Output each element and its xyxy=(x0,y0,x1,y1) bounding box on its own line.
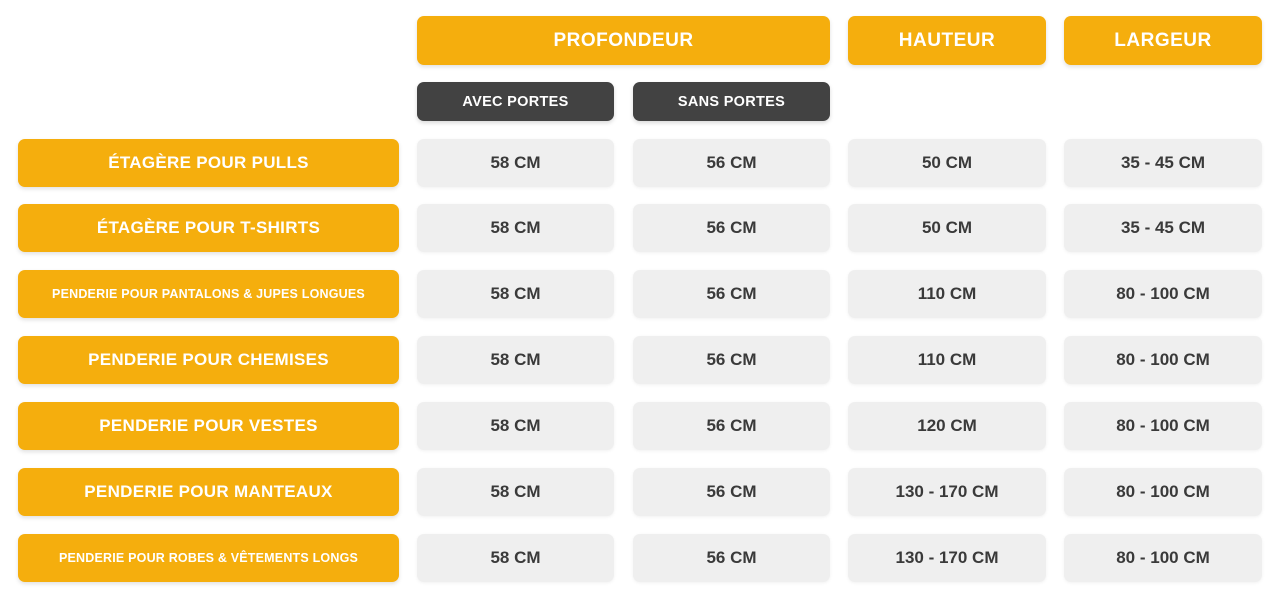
cell-avec-portes: 58 CM xyxy=(417,270,614,318)
cell-hauteur: 110 CM xyxy=(848,270,1046,318)
cell-avec-portes: 58 CM xyxy=(417,402,614,450)
cell-hauteur: 130 - 170 CM xyxy=(848,468,1046,516)
cell-largeur: 80 - 100 CM xyxy=(1064,534,1262,582)
cell-avec-portes: 58 CM xyxy=(417,534,614,582)
cell-hauteur: 120 CM xyxy=(848,402,1046,450)
cell-hauteur: 50 CM xyxy=(848,204,1046,252)
cell-largeur: 80 - 100 CM xyxy=(1064,468,1262,516)
cell-largeur: 35 - 45 CM xyxy=(1064,139,1262,187)
row-label-penderie-robes: PENDERIE POUR ROBES & VÊTEMENTS LONGS xyxy=(18,534,399,582)
cell-largeur: 35 - 45 CM xyxy=(1064,204,1262,252)
row-label-penderie-manteaux: PENDERIE POUR MANTEAUX xyxy=(18,468,399,516)
cell-sans-portes: 56 CM xyxy=(633,270,830,318)
cell-largeur: 80 - 100 CM xyxy=(1064,402,1262,450)
row-label-etagere-tshirts: ÉTAGÈRE POUR T-SHIRTS xyxy=(18,204,399,252)
cell-sans-portes: 56 CM xyxy=(633,402,830,450)
cell-largeur: 80 - 100 CM xyxy=(1064,336,1262,384)
cell-hauteur: 110 CM xyxy=(848,336,1046,384)
cell-sans-portes: 56 CM xyxy=(633,204,830,252)
cell-largeur: 80 - 100 CM xyxy=(1064,270,1262,318)
cell-avec-portes: 58 CM xyxy=(417,139,614,187)
subheader-avec-portes: AVEC PORTES xyxy=(417,82,614,121)
cell-sans-portes: 56 CM xyxy=(633,139,830,187)
row-label-penderie-pantalons: PENDERIE POUR PANTALONS & JUPES LONGUES xyxy=(18,270,399,318)
row-label-etagere-pulls: ÉTAGÈRE POUR PULLS xyxy=(18,139,399,187)
cell-avec-portes: 58 CM xyxy=(417,336,614,384)
cell-avec-portes: 58 CM xyxy=(417,204,614,252)
row-label-penderie-vestes: PENDERIE POUR VESTES xyxy=(18,402,399,450)
cell-sans-portes: 56 CM xyxy=(633,468,830,516)
cell-sans-portes: 56 CM xyxy=(633,336,830,384)
row-label-penderie-chemises: PENDERIE POUR CHEMISES xyxy=(18,336,399,384)
subheader-sans-portes: SANS PORTES xyxy=(633,82,830,121)
header-profondeur: PROFONDEUR xyxy=(417,16,830,65)
cell-hauteur: 130 - 170 CM xyxy=(848,534,1046,582)
header-hauteur: HAUTEUR xyxy=(848,16,1046,65)
cell-hauteur: 50 CM xyxy=(848,139,1046,187)
header-largeur: LARGEUR xyxy=(1064,16,1262,65)
cell-sans-portes: 56 CM xyxy=(633,534,830,582)
cell-avec-portes: 58 CM xyxy=(417,468,614,516)
